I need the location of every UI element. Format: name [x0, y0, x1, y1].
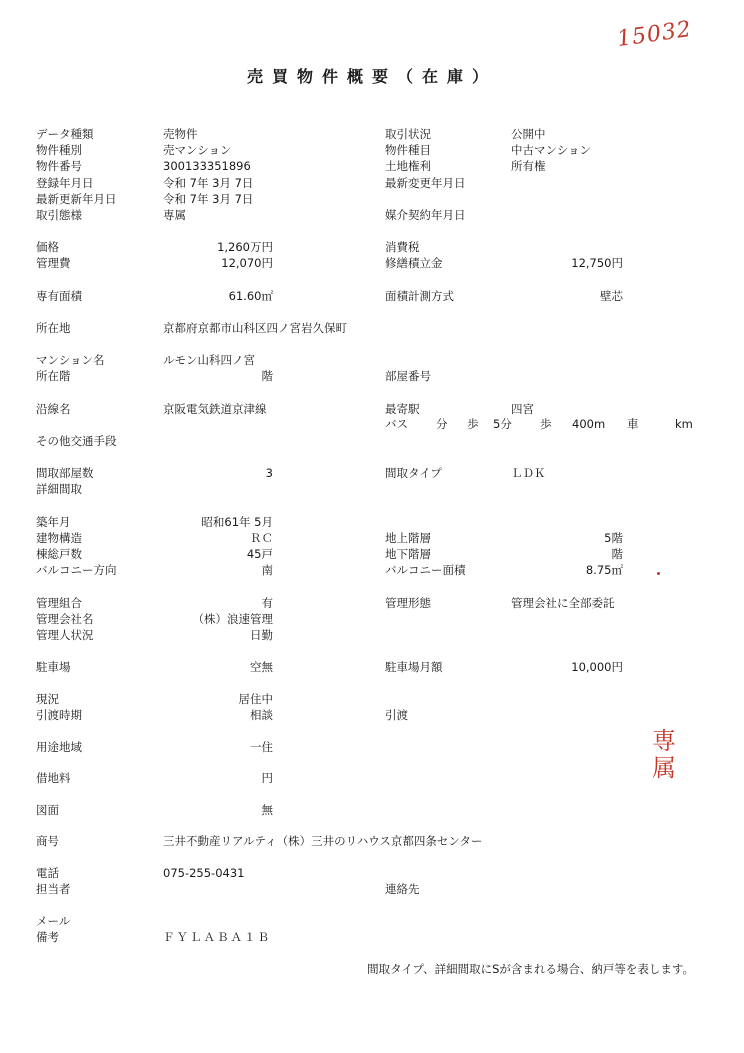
- value-nearest-station: 四宮: [511, 402, 534, 416]
- value-manager-status: 日勤: [250, 628, 273, 642]
- value-mgmt-association: 有: [261, 596, 273, 610]
- page-title: 売買物件概要（在庫）: [246, 67, 497, 86]
- label-email: メール: [36, 914, 71, 928]
- label-latest-update-date: 最新更新年月日: [36, 192, 117, 206]
- value-latest-update-date: 令和 7年 3月 7日: [163, 192, 254, 206]
- label-railway-line: 沿線名: [36, 402, 71, 416]
- label-trade-name: 商号: [36, 834, 59, 848]
- value-registered-date: 令和 7年 3月 7日: [163, 176, 254, 190]
- car-label: 車: [627, 417, 639, 431]
- value-repair-reserve: 12,750円: [571, 256, 623, 270]
- walk-label-1: 歩: [467, 417, 479, 431]
- value-mgmt-company: （株）浪速管理: [192, 612, 273, 626]
- value-phone: 075-255-0431: [163, 866, 245, 880]
- value-property-item: 中古マンション: [511, 143, 591, 157]
- value-room-count: 3: [265, 466, 273, 480]
- handwritten-memo: 15032: [615, 16, 694, 53]
- value-parking-fee: 10,000円: [571, 660, 623, 674]
- label-area-measurement: 面積計測方式: [385, 289, 454, 303]
- value-trade-name: 三井不動産リアルティ（株）三井のリハウス京都四条センター: [163, 834, 483, 848]
- label-property-number: 物件番号: [36, 159, 82, 173]
- label-mansion-name: マンション名: [36, 353, 105, 367]
- label-property-item: 物件種目: [385, 143, 431, 157]
- label-parking: 駐車場: [36, 660, 71, 674]
- label-layout-detail: 詳細間取: [36, 482, 82, 496]
- label-mgmt-form: 管理形態: [385, 596, 431, 610]
- label-land-rent: 借地料: [36, 771, 71, 785]
- label-structure: 建物構造: [36, 531, 82, 545]
- value-drawing: 無: [261, 803, 273, 817]
- value-remarks: ＦＹＬＡＢＡ１Ｂ: [163, 930, 271, 944]
- value-current-status: 居住中: [238, 692, 273, 706]
- value-balcony-direction: 南: [261, 563, 273, 577]
- label-handover: 引渡: [385, 708, 408, 722]
- bus-minutes-unit: 分: [436, 417, 448, 431]
- value-price: 1,260万円: [217, 240, 273, 254]
- label-room-number: 部屋番号: [385, 369, 431, 383]
- value-floors-below: 階: [611, 547, 623, 561]
- label-layout-type: 間取タイプ: [385, 466, 442, 480]
- value-area-measurement: 壁芯: [600, 289, 623, 303]
- value-structure: ＲＣ: [250, 531, 273, 545]
- label-handover-time: 引渡時期: [36, 708, 82, 722]
- stamp-line-1: 専: [652, 727, 676, 755]
- label-total-units: 棟総戸数: [36, 547, 82, 561]
- value-land-rent: 円: [261, 771, 273, 785]
- value-zoning: 一住: [250, 740, 273, 754]
- value-land-right: 所有権: [511, 159, 546, 173]
- label-person-in-charge: 担当者: [36, 882, 71, 896]
- value-transaction-mode: 専属: [163, 208, 186, 222]
- label-land-right: 土地権利: [385, 159, 431, 173]
- label-other-transport: その他交通手段: [36, 434, 117, 448]
- label-mgmt-company: 管理会社名: [36, 612, 94, 626]
- value-floors-above: 5階: [604, 531, 623, 545]
- stamp-line-2: 属: [652, 754, 676, 782]
- label-price: 価格: [36, 240, 59, 254]
- value-location: 京都府京都市山科区四ノ宮岩久保町: [163, 321, 347, 335]
- label-transaction-status: 取引状況: [385, 127, 431, 141]
- label-registered-date: 登録年月日: [36, 176, 94, 190]
- walk-distance: 400m: [572, 417, 606, 431]
- value-data-type: 売物件: [163, 127, 198, 141]
- value-handover-time: 相談: [250, 708, 273, 722]
- label-zoning: 用途地域: [36, 740, 82, 754]
- label-location: 所在地: [36, 321, 71, 335]
- footnote: 間取タイプ、詳細間取にSが含まれる場合、納戸等を表します。: [367, 962, 694, 976]
- value-total-units: 45戸: [246, 547, 273, 561]
- label-exclusive-area: 専有面積: [36, 289, 82, 303]
- value-railway-line: 京阪電気鉄道京津線: [163, 402, 267, 416]
- value-property-category: 売マンション: [163, 143, 232, 157]
- label-mgmt-association: 管理組合: [36, 596, 82, 610]
- value-property-number: 300133351896: [163, 159, 251, 173]
- label-balcony-area: バルコニー面積: [385, 563, 466, 577]
- label-transaction-mode: 取引態様: [36, 208, 82, 222]
- label-floors-below: 地下階層: [385, 547, 431, 561]
- label-data-type: データ種類: [36, 127, 94, 141]
- handwritten-stamp: [652, 728, 682, 782]
- label-property-category: 物件種別: [36, 143, 82, 157]
- value-management-fee: 12,070円: [221, 256, 273, 270]
- value-mgmt-form: 管理会社に全部委託: [511, 596, 615, 610]
- value-layout-type: ＬＤＫ: [511, 466, 546, 480]
- bus-label: バス: [385, 417, 408, 431]
- value-exclusive-area: 61.60㎡: [228, 289, 273, 303]
- ink-dot: [657, 572, 660, 575]
- label-balcony-direction: バルコニー方向: [36, 563, 117, 577]
- value-floor: 階: [261, 369, 273, 383]
- label-manager-status: 管理人状況: [36, 628, 94, 642]
- value-built-date: 昭和61年 5月: [201, 515, 273, 529]
- label-consumption-tax: 消費税: [385, 240, 420, 254]
- label-management-fee: 管理費: [36, 256, 71, 270]
- value-transaction-status: 公開中: [511, 127, 546, 141]
- label-floors-above: 地上階層: [385, 531, 431, 545]
- walk-label-2: 歩: [540, 417, 552, 431]
- label-phone: 電話: [36, 866, 59, 880]
- label-parking-fee: 駐車場月額: [385, 660, 443, 674]
- label-drawing: 図面: [36, 803, 59, 817]
- value-balcony-area: 8.75㎡: [585, 563, 623, 577]
- label-brokerage-contract-date: 媒介契約年月日: [385, 208, 466, 222]
- value-parking: 空無: [250, 660, 273, 674]
- label-remarks: 備考: [36, 930, 59, 944]
- walk-minutes: 5分: [493, 417, 512, 431]
- label-nearest-station: 最寄駅: [385, 402, 420, 416]
- label-built-date: 築年月: [36, 515, 71, 529]
- label-current-status: 現況: [36, 692, 59, 706]
- label-room-count: 間取部屋数: [36, 466, 94, 480]
- label-latest-change-date: 最新変更年月日: [385, 176, 466, 190]
- label-floor: 所在階: [36, 369, 71, 383]
- label-contact: 連絡先: [385, 882, 420, 896]
- label-repair-reserve: 修繕積立金: [385, 256, 443, 270]
- value-mansion-name: ルモン山科四ノ宮: [163, 353, 255, 367]
- car-km-unit: km: [675, 417, 693, 431]
